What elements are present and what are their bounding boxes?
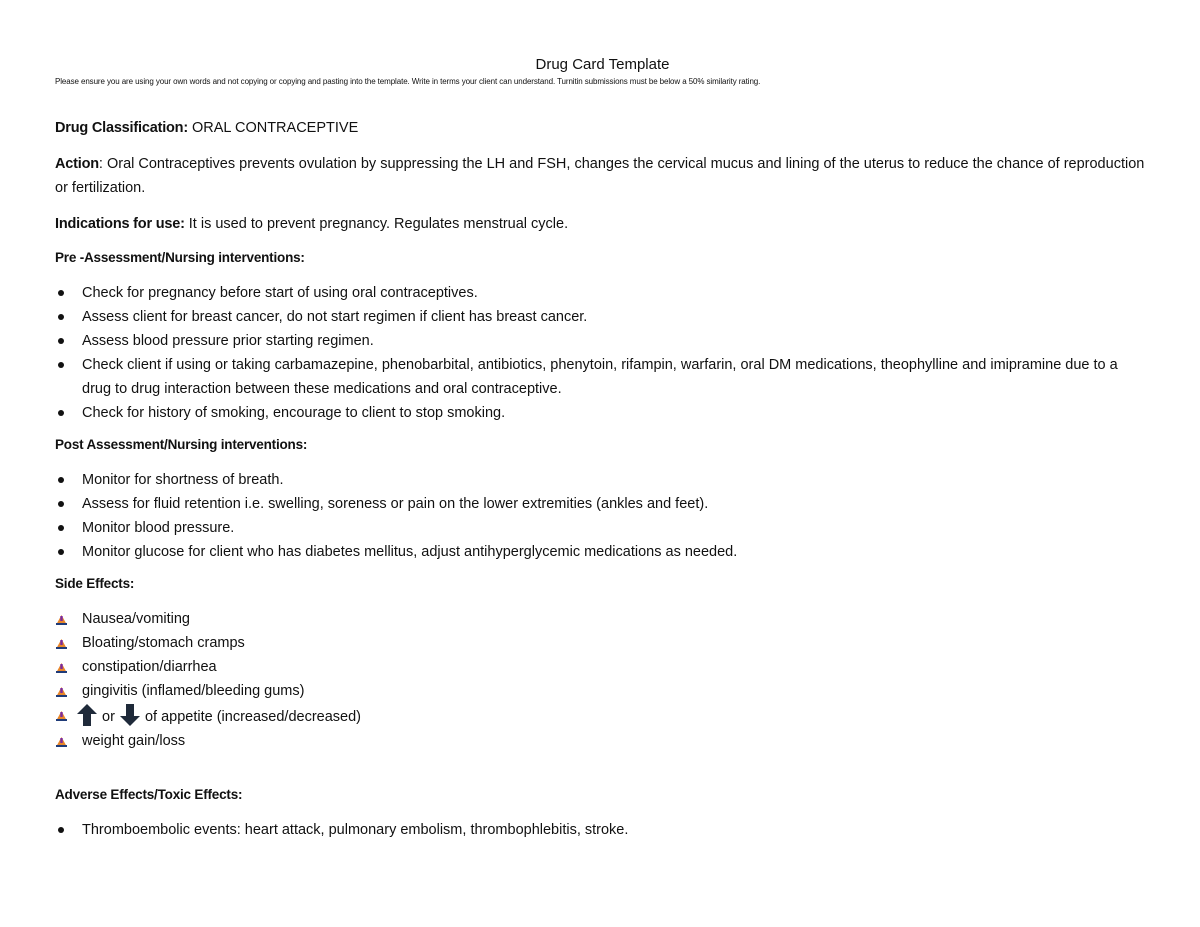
- bullet-icon: [58, 477, 64, 483]
- action-section: [55, 152, 1150, 200]
- indications-label: Indications for use:: [55, 216, 185, 232]
- list-item: Check for history of smoking, encourage to client to stop smoking.: [55, 401, 1150, 425]
- document-title: Drug Card Template: [535, 56, 670, 73]
- triangle-bullet-icon: [56, 615, 67, 625]
- list-item: Assess blood pressure prior starting regimen.: [55, 329, 1150, 353]
- drug-card-page: [55, 56, 1150, 852]
- list-item: Bloating/stomach cramps: [55, 631, 1150, 655]
- list-item: Monitor glucose for client who has diabetes mellitus, adjust antihyperglycemic medications as needed.: [55, 540, 1150, 564]
- action-label: Action: [55, 156, 99, 172]
- list-item-appetite: or of appetite (increased/decreased): [55, 703, 1150, 729]
- adverse-effects-list: [55, 818, 1150, 842]
- adverse-effects-heading: Adverse Effects/Toxic Effects:: [55, 787, 243, 802]
- bullet-icon: [58, 549, 64, 555]
- bullet-icon: [58, 827, 64, 833]
- down-arrow-icon: [119, 703, 141, 727]
- side-effects-list: [55, 607, 1150, 753]
- drug-classification-label: Drug Classification:: [55, 120, 188, 136]
- list-item: Monitor blood pressure.: [55, 516, 1150, 540]
- post-assessment-list: [55, 468, 1150, 564]
- drug-classification-value: ORAL CONTRACEPTIVE: [187, 120, 359, 136]
- list-item: Monitor for shortness of breath.: [55, 468, 1150, 492]
- list-item: Nausea/vomiting: [55, 607, 1150, 631]
- list-item: Assess for fluid retention i.e. swelling, soreness or pain on the lower extremities (ankles and feet).: [55, 492, 1150, 516]
- list-item: Check for pregnancy before start of using oral contraceptives.: [55, 281, 1150, 305]
- drug-classification: [55, 116, 1150, 140]
- bullet-icon: [58, 314, 64, 320]
- pre-assessment-list: [55, 281, 1150, 425]
- list-item: Assess client for breast cancer, do not start regimen if client has breast cancer.: [55, 305, 1150, 329]
- indications-section: [55, 212, 1150, 236]
- spacer: [55, 763, 1150, 785]
- list-item: gingivitis (inflamed/bleeding gums): [55, 679, 1150, 703]
- post-assessment-heading: Post Assessment/Nursing interventions:: [55, 437, 308, 452]
- triangle-bullet-icon: [56, 711, 67, 721]
- indications-text: It is used to prevent pregnancy. Regulates menstrual cycle.: [184, 216, 569, 232]
- bullet-icon: [58, 525, 64, 531]
- list-item: Check client if using or taking carbamazepine, phenobarbital, antibiotics, phenytoin, rifampin, warfarin, oral DM medications, theophylline and imipramine due to a drug to drug interaction between these medications and oral contraceptive.: [55, 353, 1150, 401]
- list-item: constipation/diarrhea: [55, 655, 1150, 679]
- up-arrow-icon: [76, 703, 98, 727]
- pre-assessment-heading: Pre -Assessment/Nursing interventions:: [55, 250, 305, 265]
- triangle-bullet-icon: [56, 663, 67, 673]
- list-item: weight gain/loss: [55, 729, 1150, 753]
- triangle-bullet-icon: [56, 639, 67, 649]
- instruction-note: Please ensure you are using your own words and not copying or copying and pasting into the template. Write in terms your client can understand. Turnitin submissions must be below a 50% similarity rating.: [55, 77, 761, 86]
- triangle-bullet-icon: [56, 687, 67, 697]
- bullet-icon: [58, 501, 64, 507]
- side-effects-heading: Side Effects:: [55, 576, 135, 591]
- triangle-bullet-icon: [56, 737, 67, 747]
- bullet-icon: [58, 362, 64, 368]
- list-item: Thromboembolic events: heart attack, pulmonary embolism, thrombophlebitis, stroke.: [55, 818, 1150, 842]
- bullet-icon: [58, 410, 64, 416]
- action-text: : Oral Contraceptives prevents ovulation by suppressing the LH and FSH, changes the cervical mucus and lining of the uterus to reduce the chance of reproduction or fertilization.: [55, 156, 1145, 196]
- bullet-icon: [58, 338, 64, 344]
- bullet-icon: [58, 290, 64, 296]
